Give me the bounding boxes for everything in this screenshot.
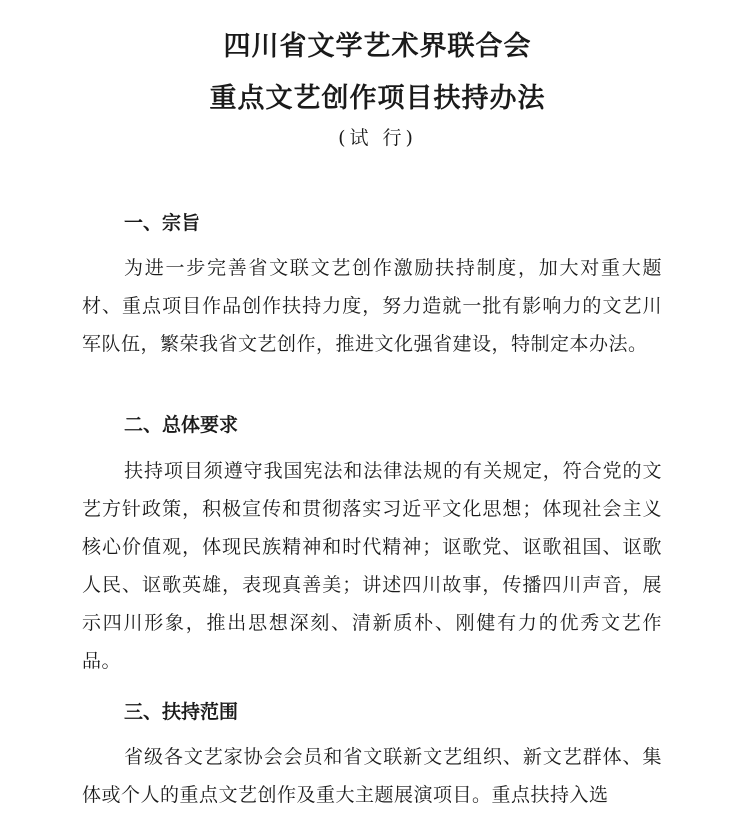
section-body-purpose: 为进一步完善省文联文艺创作激励扶持制度，加大对重大题材、重点项目作品创作扶持力度，努力造就一批有影响力的文艺川军队伍，繁荣我省文艺创作，推进文化强省建设，特制定本办法。: [82, 257, 662, 355]
section-body-general-requirements: 扶持项目须遵守我国宪法和法律法规的有关规定，符合党的文艺方针政策，积极宣传和贯彻落实习近平文化思想；体现社会主义核心价值观，体现民族精神和时代精神；讴歌党、讴歌祖国、讴歌人民、讴歌英雄，表现真善美；讲述四川故事，传播四川声音，展示四川形象，推出思想深刻、清新质朴、刚健有力的优秀文艺作品。: [82, 460, 662, 672]
section-heading-support-scope: 三、扶持范围: [124, 701, 239, 723]
document-title-line-1: 四川省文学艺术界联合会: [223, 31, 532, 62]
document-title-line-2: 重点文艺创作项目扶持办法: [209, 83, 546, 114]
section-heading-purpose: 一、宗旨: [124, 212, 201, 234]
document-subtitle: (试 行): [338, 127, 417, 149]
section-heading-general-requirements: 二、总体要求: [124, 414, 239, 436]
section-body-support-scope: 省级各文艺家协会会员和省文联新文艺组织、新文艺群体、集体或个人的重点文艺创作及重大主题展演项目。重点扶持入选: [82, 746, 662, 806]
